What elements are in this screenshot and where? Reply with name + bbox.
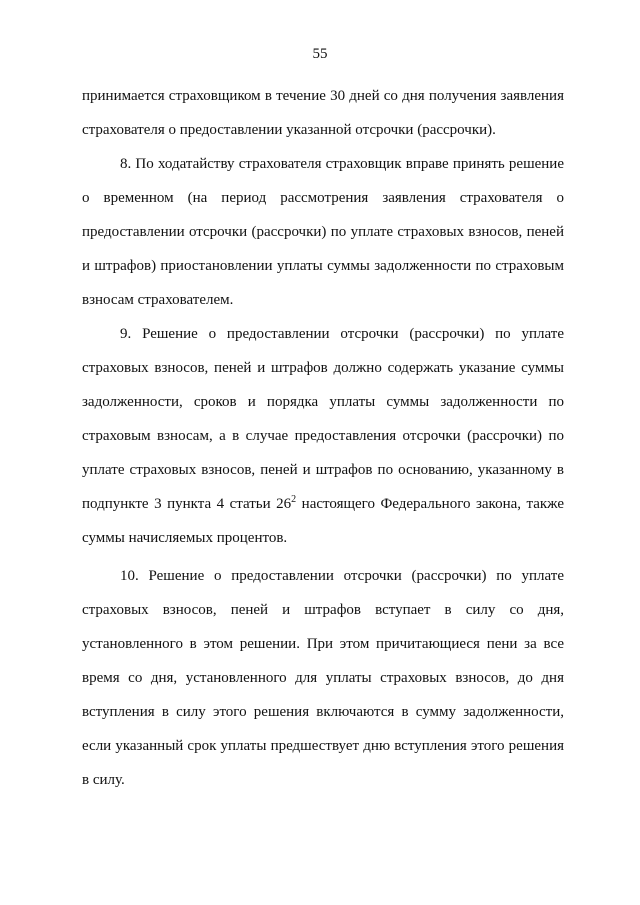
text-line: страховых взносов, пеней и штрафов должно содержать указание суммы: [82, 360, 564, 376]
text-line: и штрафов) приостановлении уплаты суммы задолженности по страховым: [82, 258, 564, 274]
text-line: если указанный срок уплаты предшествует дню вступления этого решения: [82, 738, 564, 754]
text-segment: подпункте 3 пункта 4 статьи 26: [82, 496, 292, 512]
text-line: задолженности, сроков и порядка уплаты суммы задолженности по: [82, 394, 564, 410]
superscript: 2: [291, 494, 297, 505]
text-line: страховым взносам, а в случае предоставления отсрочки (рассрочки) по: [82, 428, 564, 444]
text-line: в силу.: [82, 772, 125, 788]
text-line: вступления в силу этого решения включаются в сумму задолженности,: [82, 704, 564, 720]
text-line: 9. Решение о предоставлении отсрочки (рассрочки) по уплате: [120, 326, 564, 342]
text-line: о временном (на период рассмотрения заявления страхователя о: [82, 190, 564, 206]
text-line: принимается страховщиком в течение 30 дней со дня получения заявления: [82, 88, 564, 104]
text-line: взносам страхователем.: [82, 292, 234, 308]
text-line: 10. Решение о предоставлении отсрочки (рассрочки) по уплате: [120, 568, 564, 584]
text-line: страхователя о предоставлении указанной отсрочки (рассрочки).: [82, 122, 496, 138]
page-number: 55: [312, 46, 328, 62]
text-line: предоставлении отсрочки (рассрочки) по уплате страховых взносов, пеней: [82, 224, 564, 240]
text-line: 8. По ходатайству страхователя страховщик вправе принять решение: [120, 156, 564, 172]
text-line: установленного в этом решении. При этом причитающиеся пени за все: [82, 636, 564, 652]
text-line: время со дня, установленного для уплаты страховых взносов, до дня: [82, 670, 564, 686]
text-line: суммы начисляемых процентов.: [82, 530, 288, 546]
text-line: уплате страховых взносов, пеней и штрафов по основанию, указанному в: [82, 462, 564, 478]
text-line-with-superscript: [82, 494, 564, 514]
text-segment: настоящего Федерального закона, также: [296, 496, 565, 512]
text-line: страховых взносов, пеней и штрафов вступает в силу со дня,: [82, 602, 564, 618]
